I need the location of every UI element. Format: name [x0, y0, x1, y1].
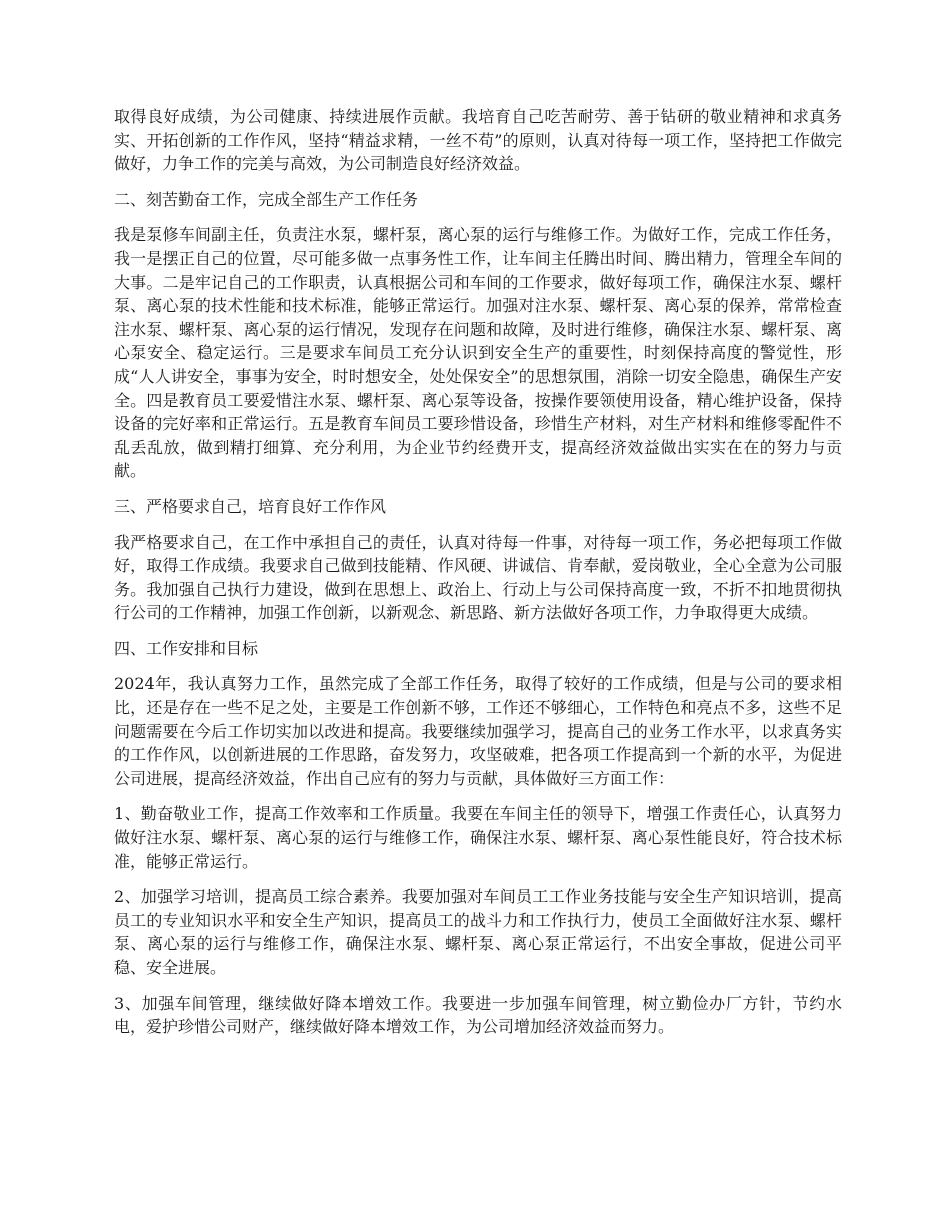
list-item-3: 3、加强车间管理，继续做好降本增效工作。我要进一步加强车间管理，树立勤俭办厂方针，节约水电，爱护珍惜公司财产，继续做好降本增效工作，为公司增加经济效益而努力。	[114, 993, 842, 1037]
section-heading-2: 二、刻苦勤奋工作，完成全部生产工作任务	[114, 189, 419, 209]
paragraph-section-3: 我严格要求自己，在工作中承担自己的责任，认真对待每一件事，对待每一项工作，务必把每项工作做好，取得工作成绩。我要求自己做到技能精、作风硬、讲诚信、肯奉献，爱岗敬业，全心全意为公司服务。我加强自己执行力建设，做到在思想上、政治上、行动上与公司保持高度一致，不折不扣地贯彻执行公司的工作精神，加强工作创新，以新观念、新思路、新方法做好各项工作，力争取得更大成绩。	[114, 532, 842, 623]
paragraph-intro-continuation: 取得良好成绩，为公司健康、持续进展作贡献。我培育自己吃苦耐劳、善于钻研的敬业精神和求真务实、开拓创新的工作作风，坚持“精益求精，一丝不苟”的原则，认真对待每一项工作，坚持把工作做完做好，力争工作的完美与高效，为公司制造良好经济效益。	[114, 107, 842, 174]
list-item-1: 1、勤奋敬业工作，提高工作效率和工作质量。我要在车间主任的领导下，增强工作责任心，认真努力做好注水泵、螺杆泵、离心泵的运行与维修工作，确保注水泵、螺杆泵、离心泵性能良好，符合技术标准，能够正常运行。	[114, 804, 842, 871]
section-heading-4: 四、工作安排和目标	[114, 638, 259, 658]
section-heading-3: 三、严格要求自己，培育良好工作作风	[114, 496, 387, 516]
document-body	[114, 105, 842, 1051]
paragraph-section-2: 我是泵修车间副主任，负责注水泵，螺杆泵，离心泵的运行与维修工作。为做好工作，完成工作任务，我一是摆正自己的位置，尽可能多做一点事务性工作，让车间主任腾出时间、腾出精力，管理全车间的大事。二是牢记自己的工作职责，认真根据公司和车间的工作要求，做好每项工作，确保注水泵、螺杆泵、离心泵的技术性能和技术标准，能够正常运行。加强对注水泵、螺杆泵、离心泵的保养，常常检查注水泵、螺杆泵、离心泵的运行情况，发现存在问题和故障，及时进行维修，确保注水泵、螺杆泵、离心泵安全、稳定运行。三是要求车间员工充分认识到安全生产的重要性，时刻保持高度的警觉性，形成“人人讲安全，事事为安全，时时想安全，处处保安全”的思想氛围，消除一切安全隐患，确保生产安全。四是教育员工要爱惜注水泵、螺杆泵、离心泵等设备，按操作要领使用设备，精心维护设备，保持设备的完好率和正常运行。五是教育车间员工要珍惜设备，珍惜生产材料，对生产材料和维修零配件不乱丢乱放，做到精打细算、充分利用，为企业节约经费开支，提高经济效益做出实实在在的努力与贡献。	[114, 225, 842, 481]
list-item-2: 2、加强学习培训，提高员工综合素养。我要加强对车间员工工作业务技能与安全生产知识培训，提高员工的专业知识水平和安全生产知识，提高员工的战斗力和工作执行力，使员工全面做好注水泵、螺杆泵、离心泵的运行与维修工作，确保注水泵、螺杆泵、离心泵正常运行，不出安全事故，促进公司平稳、安全进展。	[114, 887, 842, 977]
paragraph-section-4: 2024年，我认真努力工作，虽然完成了全部工作任务，取得了较好的工作成绩，但是与公司的要求相比，还是存在一些不足之处，主要是工作创新不够，工作还不够细心，工作特色和亮点不多，这些不足问题需要在今后工作切实加以改进和提高。我要继续加强学习，提高自己的业务工作水平，以求真务实的工作作风，以创新进展的工作思路，奋发努力，攻坚破难，把各项工作提高到一个新的水平，为促进公司进展，提高经济效益，作出自己应有的努力与贡献，具体做好三方面工作：	[114, 674, 842, 788]
